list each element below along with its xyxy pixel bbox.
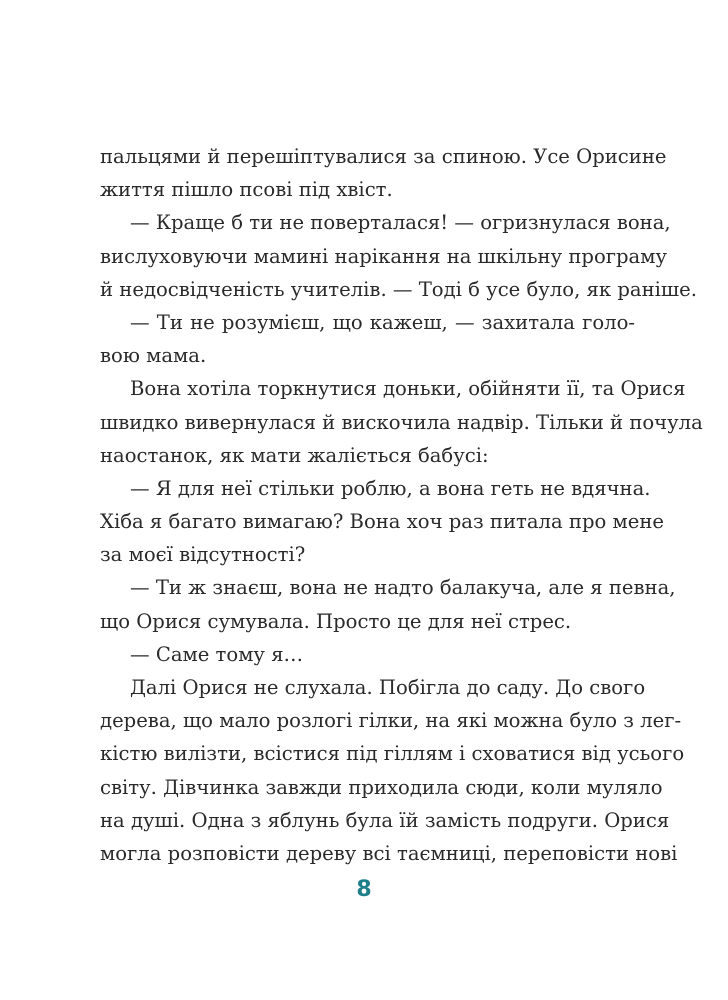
page-number: 8 xyxy=(356,877,372,902)
text-line: Далі Орися не слухала. Побігла до саду. До свого xyxy=(130,676,646,699)
text-line: Хіба я багато вимагаю? Вона хоч раз питала про мене xyxy=(100,510,664,534)
text-line: наостанок, як мати жаліється бабусі: xyxy=(100,443,489,467)
text-line: кістю вилізти, всістися під гіллям і сховатися від усього xyxy=(100,742,685,766)
text-line: на душі. Одна з яблунь була їй замість подруги. Орися xyxy=(100,808,670,832)
text-line: вислуховуючи мамині нарікання на шкільну програму xyxy=(100,244,667,268)
text-line: — Саме тому я… xyxy=(130,642,304,666)
text-line: дерева, що мало розлогі гілки, на які можна було з лег- xyxy=(100,709,682,733)
text-line: — Краще б ти не поверталася! — огризнулася вона, xyxy=(130,211,671,235)
text-line: й недосвідченість учителів. — Тоді б усе було, як раніше. xyxy=(100,277,697,301)
text-line: пальцями й перешіптувалися за спиною. Усе Орисине xyxy=(100,145,667,168)
text-line: могла розповісти дереву всі таємниці, переповісти нові xyxy=(100,841,678,865)
text-line: — Ти не розумієш, що кажеш, — захитала голо- xyxy=(130,310,635,334)
text-line: Вона хотіла торкнутися доньки, обійняти її, та Орися xyxy=(130,377,686,401)
body-text xyxy=(100,140,703,870)
text-line: що Орися сумувала. Просто це для неї стрес. xyxy=(100,609,572,633)
text-line: швидко вивернулася й вискочила надвір. Тільки й почула xyxy=(100,410,703,434)
text-line: — Я для неї стільки роблю, а вона геть не вдячна. xyxy=(130,476,651,500)
text-line: — Ти ж знаєш, вона не надто балакуча, але я певна, xyxy=(130,576,676,600)
text-line: світу. Дівчинка завжди приходила сюди, коли муляло xyxy=(100,775,663,799)
text-line: життя пішло псові під хвіст. xyxy=(100,178,393,202)
text-line: за моєї відсутності? xyxy=(100,543,306,567)
text-line: вою мама. xyxy=(100,344,207,368)
